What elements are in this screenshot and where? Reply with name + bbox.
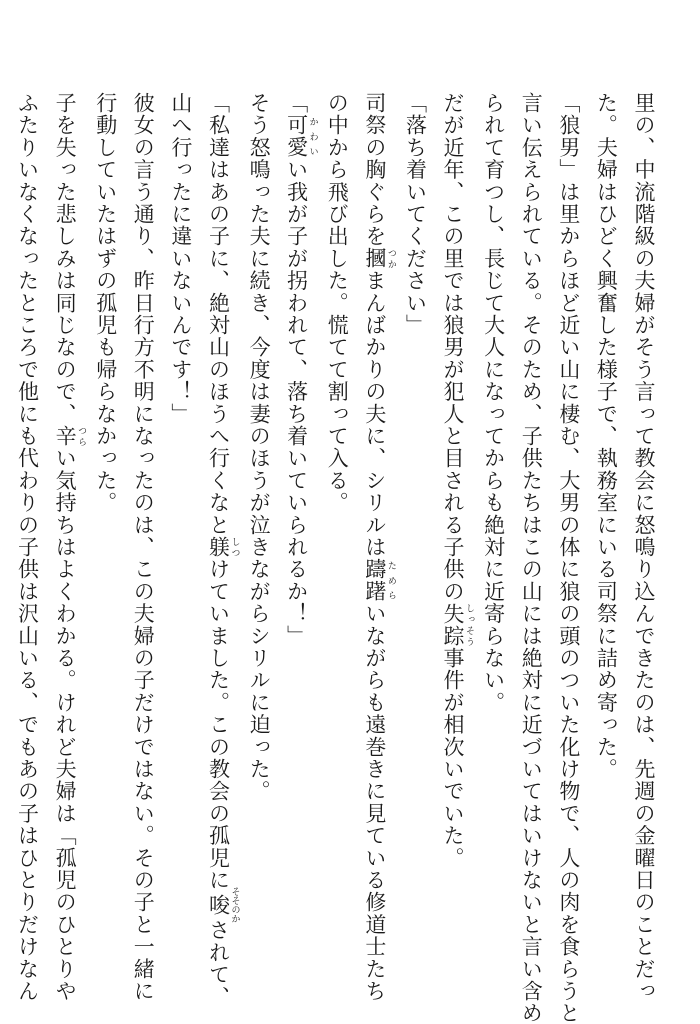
furigana-reading: ためら (385, 558, 396, 603)
text-line-3: 「狼男」は里からほど近い山に棲む、大男の体に狼の頭のついた化け物で、人の肉を食らうと (556, 92, 581, 1024)
text-line-7: 「落ち着いてください」 (403, 92, 428, 337)
text-line-12: 「私達はあの子に、絶対山のほうへ行くなと躾 しつけていました。この教会の孤児に唆 そそのかされて、 (206, 92, 240, 1008)
furigana-reading: かわい (307, 114, 318, 159)
text-line-17: ふたりいなくなったところで他にも代わりの子供は沢山いる、でもあの子はひとりだけなん (15, 92, 40, 1003)
text-line-6: だが近年、この里では狼男が犯人と目される子供の失踪 しっそう事件が相次いでいた。 (441, 92, 475, 870)
text-line-8: 司祭の胸ぐらを摑 つかまんばかりの夫に、シリルは躊躇 ためらいながらも遠巻きに見ている修道士たち (362, 92, 396, 1003)
furigana-shissou: 失踪 しっそう (441, 602, 475, 648)
text-line-15: 行動していたはずの孤児も帰らなかった。 (93, 92, 118, 514)
furigana-tsura: 辛 つら (53, 425, 87, 448)
furigana-reading: そそのか (229, 887, 240, 924)
text-line-5: られて育つし、長じて大人になってからも絶対に近寄らない。 (481, 92, 506, 714)
furigana-tamera: 躊躇 ためら (362, 558, 396, 603)
furigana-tsuka: 摑 つか (362, 247, 396, 270)
text-line-10: 「可愛 かわいい我が子が拐われて、落ち着いていられるか！」 (284, 92, 318, 648)
furigana-reading: しつ (229, 536, 240, 559)
furigana-reading: つか (385, 247, 396, 270)
furigana-reading: しっそう (464, 602, 475, 648)
text-line-2: た。夫婦はひどく興奮した様子で、執務室にいる司祭に詰め寄った。 (594, 92, 619, 781)
text-line-1: 里の、中流階級の夫婦がそう言って教会に怒鳴り込んできたのは、先週の金曜日のことだっ (632, 92, 656, 1003)
furigana-sosonoka: 唆 そそのか (206, 887, 240, 924)
text-line-9: の中から飛び出した。慌てて割って入る。 (325, 92, 350, 514)
furigana-kawai: 可愛 かわい (284, 114, 318, 159)
text-line-16: 子を失った悲しみは同じなので、辛 つらい気持ちはよくわかる。けれど夫婦は「孤児のひとりや (53, 92, 87, 1003)
text-line-11: そう怒鳴った夫に続き、今度は妻のほうが泣きながらシリルに迫った。 (247, 92, 272, 803)
text-line-13: 山へ行ったに違いないんです！」 (168, 92, 193, 425)
furigana-shitsu: 躾 しつ (206, 536, 240, 559)
furigana-reading: つら (76, 425, 87, 448)
text-line-14: 彼女の言う通り、昨日行方不明になったのは、この夫婦の子だけではない。その子と一緒に (131, 92, 156, 1003)
vertical-text-body (8, 92, 662, 1024)
text-line-4: 言い伝えられている。そのため、子供たちはこの山には絶対に近づいてはいけないと言い含め (519, 92, 544, 1024)
